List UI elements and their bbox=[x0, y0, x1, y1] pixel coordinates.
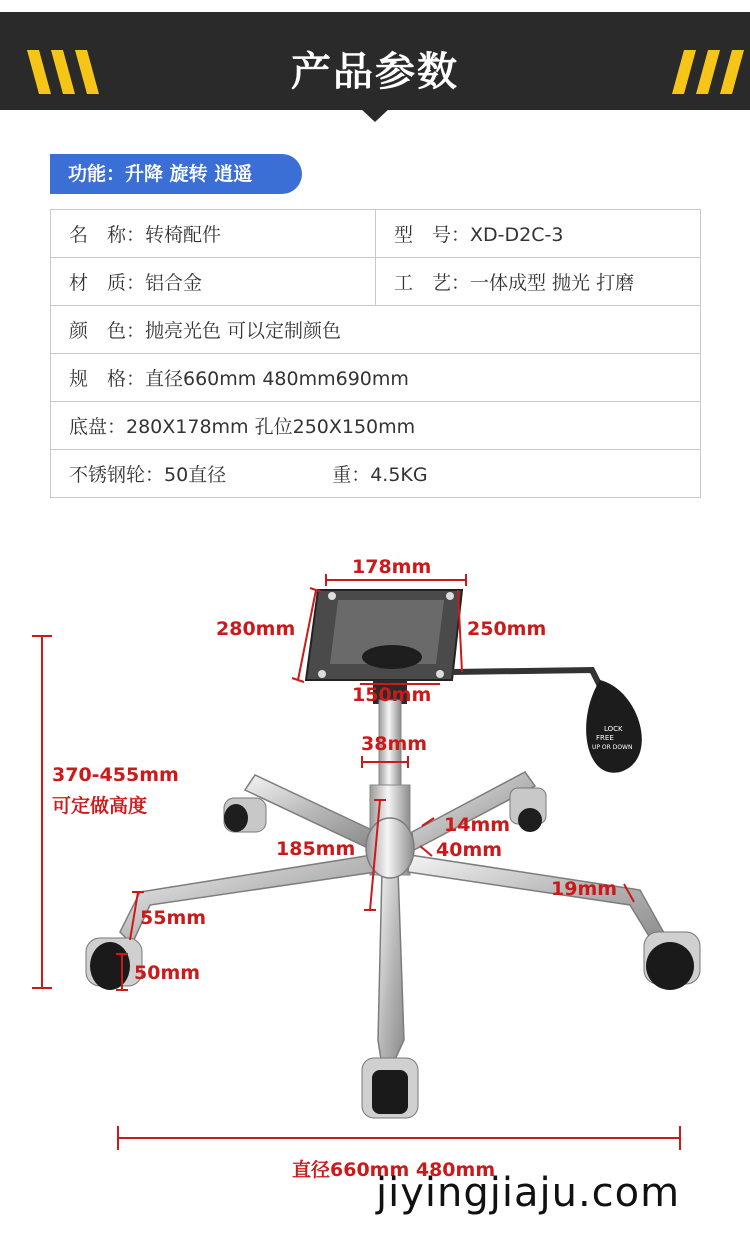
height-lever bbox=[452, 670, 642, 773]
spec-size: 规 格：直径660mm 480mm690mm bbox=[51, 354, 701, 402]
dim-arm-side: 40mm bbox=[436, 839, 503, 861]
dim-gas-lift: 38mm bbox=[361, 733, 428, 755]
dim-height-range: 370-455mm bbox=[52, 764, 179, 786]
caster-right-front bbox=[644, 932, 700, 990]
lever-label-updown: UP OR DOWN bbox=[592, 744, 633, 751]
spec-wheel: 不锈钢轮：50直径 bbox=[69, 464, 227, 486]
spec-process: 工 艺：一体成型 抛光 打磨 bbox=[376, 258, 701, 306]
page-title: 产品参数 bbox=[291, 49, 459, 95]
spec-chassis: 底盘：280X178mm 孔位250X150mm bbox=[51, 402, 701, 450]
spec-weight: 重：4.5KG bbox=[332, 464, 428, 486]
dim-plate-right: 250mm bbox=[467, 618, 547, 640]
spec-material: 材 质：铝合金 bbox=[51, 258, 376, 306]
dim-plate-left: 280mm bbox=[216, 618, 296, 640]
spec-color: 颜 色：抛亮光色 可以定制颜色 bbox=[51, 306, 701, 354]
dim-plate-top: 178mm bbox=[352, 556, 432, 578]
dim-arm-end: 19mm bbox=[551, 878, 618, 900]
caster-left-back bbox=[224, 798, 266, 832]
lever-label-lock: LOCK bbox=[604, 725, 623, 733]
watermark: jiyingjiaju.com bbox=[376, 1170, 681, 1216]
dim-arm-top: 14mm bbox=[444, 814, 511, 836]
dim-spindle: 185mm bbox=[276, 838, 356, 860]
dim-plate-holes: 150mm bbox=[352, 684, 432, 706]
spec-name: 名 称：转椅配件 bbox=[51, 210, 376, 258]
mounting-plate bbox=[306, 590, 462, 680]
caster-right-back bbox=[510, 788, 546, 832]
dim-diameter: 直径660mm 480mm bbox=[292, 1159, 496, 1181]
spec-model: 型 号：XD-D2C-3 bbox=[376, 210, 701, 258]
lever-label-free: FREE bbox=[596, 734, 614, 742]
dim-height-note: 可定做高度 bbox=[52, 795, 148, 817]
dim-wheel: 50mm bbox=[134, 962, 201, 984]
dim-caster-stem: 55mm bbox=[140, 907, 207, 929]
caster-bottom bbox=[362, 1058, 418, 1118]
feature-pill: 功能：升降 旋转 逍遥 bbox=[50, 154, 302, 194]
